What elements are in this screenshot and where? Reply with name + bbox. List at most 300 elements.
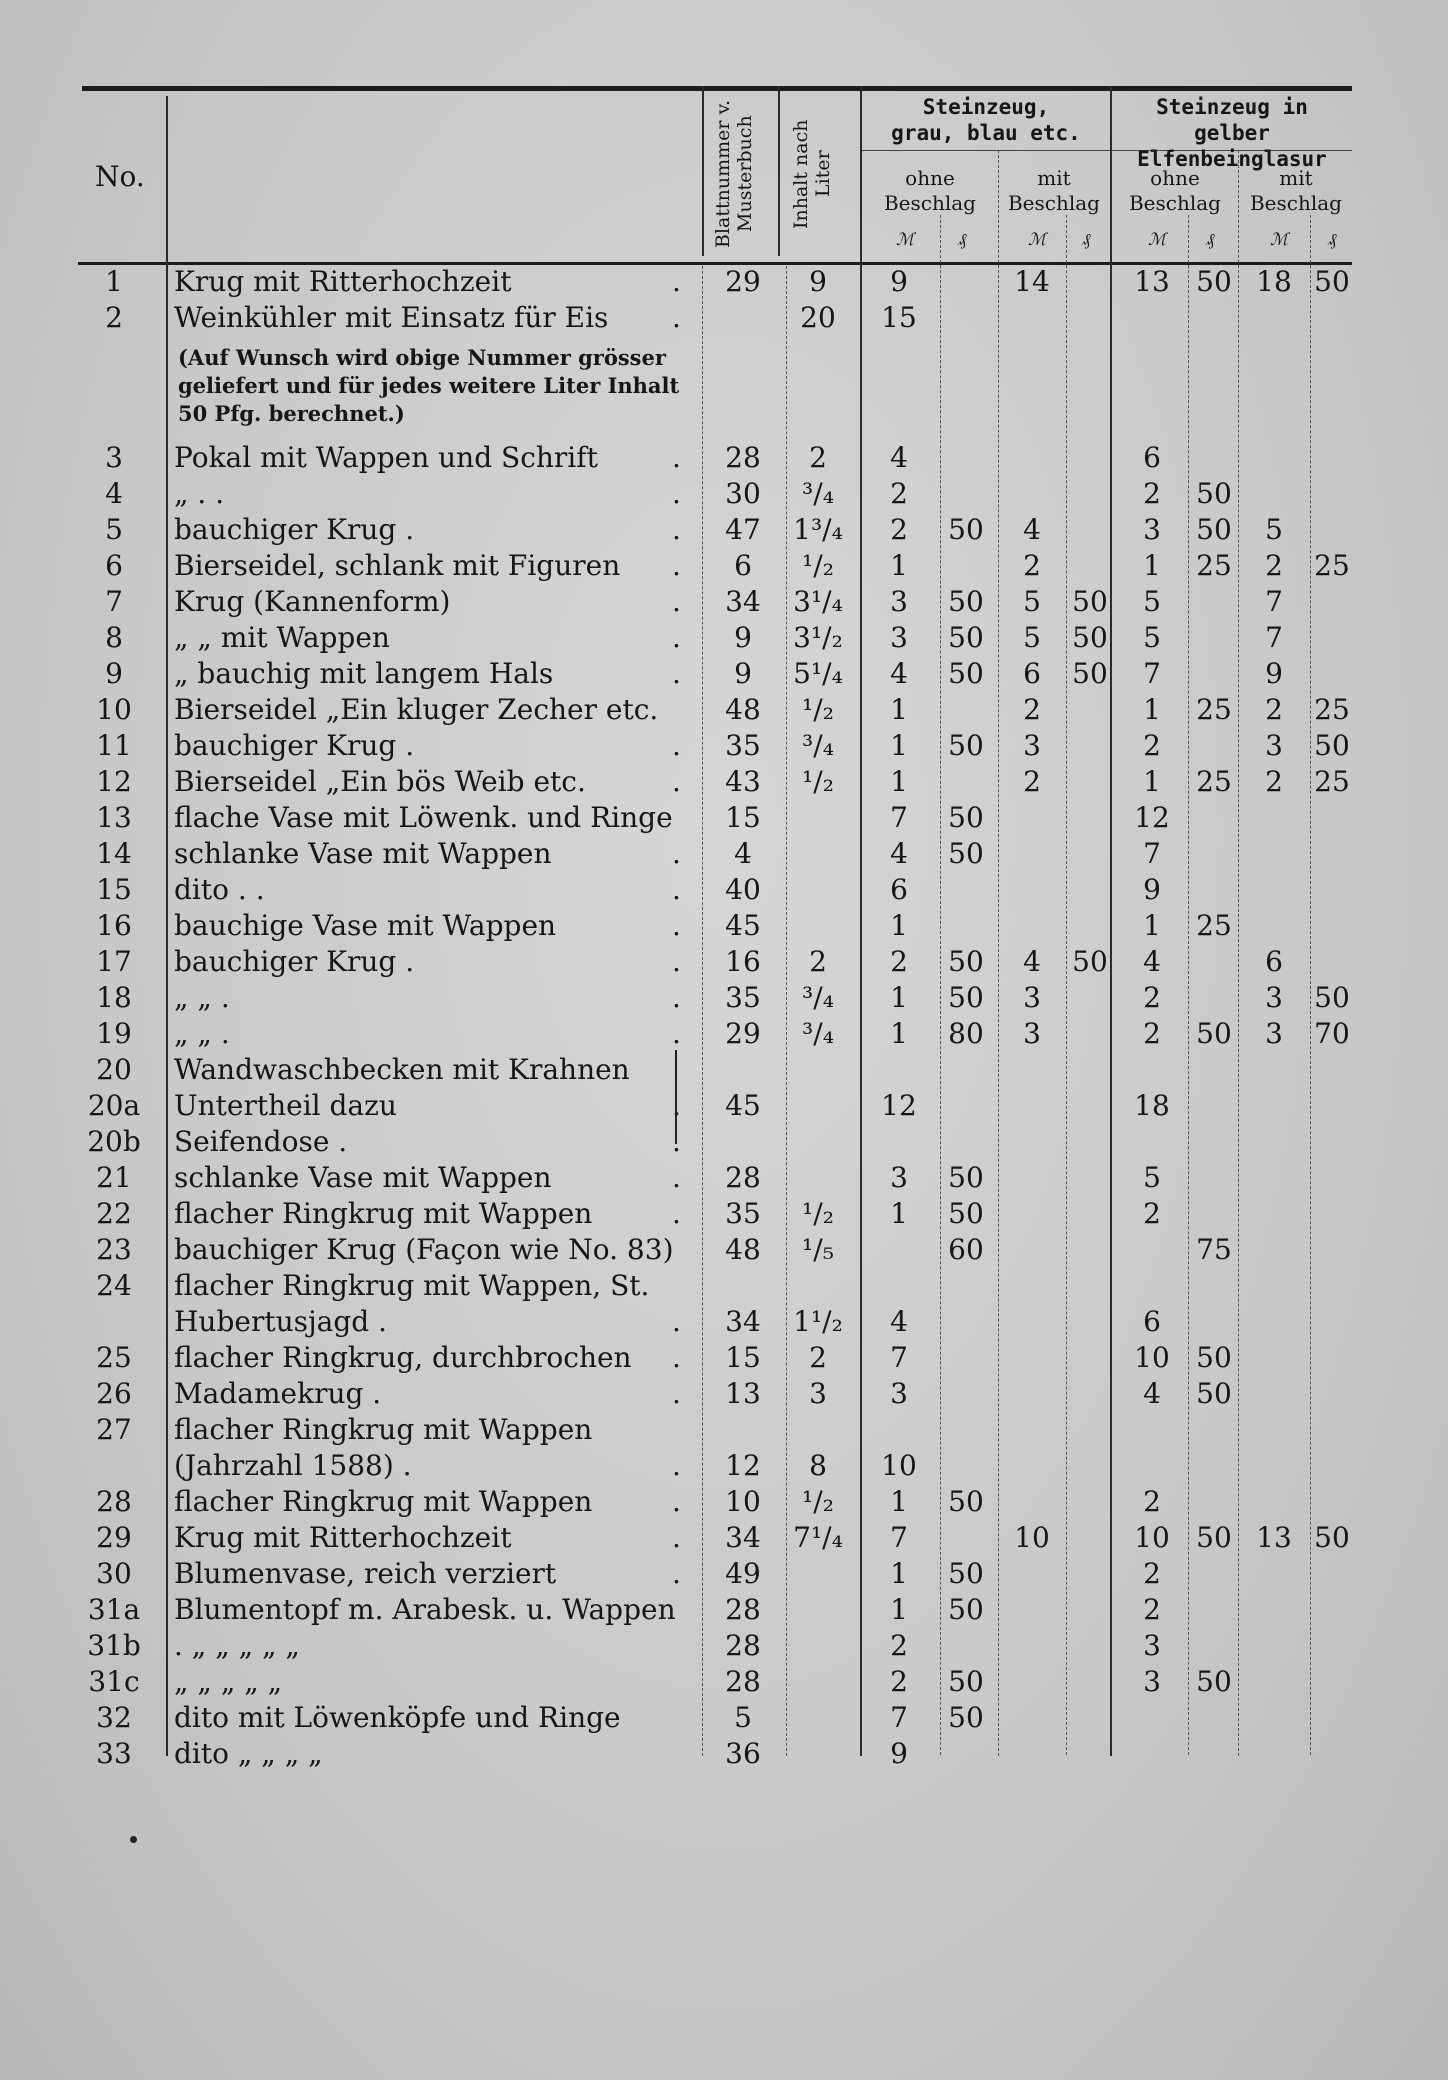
row-price-3-mark: 12 xyxy=(1134,801,1170,834)
header-mark-4: ℳ xyxy=(1270,230,1289,250)
row-price-3-mark: 10 xyxy=(1134,1521,1170,1554)
row-price-1-pf: 50 xyxy=(948,1161,984,1194)
row-price-3-mark: 5 xyxy=(1143,1161,1161,1194)
row-description: flacher Ringkrug mit Wappen xyxy=(174,1413,593,1446)
header-ohne-2-b: Beschlag xyxy=(1128,191,1221,215)
row-blatt: 34 xyxy=(725,585,761,618)
row-price-2-pf: 50 xyxy=(1072,657,1108,690)
row-blatt: 35 xyxy=(725,1197,761,1230)
row-leader: . xyxy=(672,1521,681,1554)
row-liter: ³/₄ xyxy=(802,1017,834,1050)
row-price-3-mark: 2 xyxy=(1143,981,1161,1014)
table-row xyxy=(0,1376,1448,1412)
row-price-3-mark: 2 xyxy=(1143,729,1161,762)
row-number: 11 xyxy=(96,729,132,762)
row-number: 20b xyxy=(87,1125,141,1158)
table-row xyxy=(0,1196,1448,1232)
header-blatt: Blattnummer v. Musterbuch xyxy=(712,99,756,249)
row-price-2-mark: 4 xyxy=(1023,513,1041,546)
row-price-4-pf: 25 xyxy=(1314,693,1350,726)
row-price-1-mark: 6 xyxy=(890,873,908,906)
row-blatt: 35 xyxy=(725,729,761,762)
row-description: bauchiger Krug . xyxy=(174,729,415,762)
row-price-1-mark: 9 xyxy=(890,265,908,298)
row-price-3-pf: 50 xyxy=(1196,1665,1232,1698)
row-number: 21 xyxy=(96,1161,132,1194)
row-price-3-mark: 1 xyxy=(1143,549,1161,582)
row-leader: . xyxy=(672,873,681,906)
header-group2 xyxy=(1112,94,1352,172)
row-price-1-mark: 2 xyxy=(890,477,908,510)
row-price-1-mark: 1 xyxy=(890,1557,908,1590)
row-price-1-mark: 1 xyxy=(890,1197,908,1230)
row-price-3-mark: 4 xyxy=(1143,945,1161,978)
row-price-1-mark: 3 xyxy=(890,1377,908,1410)
row-price-4-mark: 7 xyxy=(1265,585,1283,618)
header-group1-line1: Steinzeug, xyxy=(922,95,1050,119)
row-price-3-mark: 2 xyxy=(1143,1557,1161,1590)
row-liter: 2 xyxy=(809,945,827,978)
row-description: „ bauchig mit langem Hals xyxy=(174,657,554,690)
row-leader: . xyxy=(672,1089,681,1122)
row-blatt: 12 xyxy=(725,1449,761,1482)
column-line-liter-head xyxy=(778,86,780,256)
row-price-1-pf: 50 xyxy=(948,1593,984,1626)
row-leader: . xyxy=(672,301,681,334)
row-price-1-mark: 2 xyxy=(890,1629,908,1662)
row-liter: ¹/₂ xyxy=(802,1485,834,1518)
row-liter: 5¹/₄ xyxy=(793,657,843,690)
row-description: Krug mit Ritterhochzeit xyxy=(174,1521,512,1554)
row-liter: ³/₄ xyxy=(802,477,834,510)
header-group1-line2: grau, blau etc. xyxy=(891,121,1081,145)
table-row xyxy=(0,1124,1448,1160)
row-description: Hubertusjagd . xyxy=(174,1305,388,1338)
row-description: (Jahrzahl 1588) . xyxy=(174,1449,412,1482)
table-row xyxy=(0,728,1448,764)
row-price-1-mark: 4 xyxy=(890,441,908,474)
row-number: 12 xyxy=(96,765,132,798)
row-price-3-pf: 75 xyxy=(1196,1233,1232,1266)
table-row xyxy=(0,1232,1448,1268)
table-row xyxy=(0,620,1448,656)
row-price-4-mark: 7 xyxy=(1265,621,1283,654)
row-leader: . xyxy=(672,981,681,1014)
row-price-1-pf: 50 xyxy=(948,621,984,654)
table-row xyxy=(0,800,1448,836)
row-price-3-pf: 50 xyxy=(1196,1521,1232,1554)
row-price-1-pf: 80 xyxy=(948,1017,984,1050)
row-number: 26 xyxy=(96,1377,132,1410)
row-leader: . xyxy=(672,837,681,870)
ink-dot xyxy=(130,1836,137,1843)
row-price-4-pf: 25 xyxy=(1314,549,1350,582)
row-description: Blumentopf m. Arabesk. u. Wappen xyxy=(174,1593,676,1626)
table-row xyxy=(0,1088,1448,1124)
header-group2-line2: Elfenbeinglasur xyxy=(1137,147,1327,171)
table-row xyxy=(0,1556,1448,1592)
row-description: flacher Ringkrug mit Wappen, St. xyxy=(174,1269,650,1302)
row-price-1-mark: 15 xyxy=(881,301,917,334)
row-price-3-mark: 18 xyxy=(1134,1089,1170,1122)
row-blatt: 28 xyxy=(725,441,761,474)
row-price-4-mark: 2 xyxy=(1265,549,1283,582)
row-description: dito . . xyxy=(174,873,265,906)
row-liter: 1¹/₂ xyxy=(793,1305,843,1338)
row-price-3-mark: 7 xyxy=(1143,657,1161,690)
row-blatt: 4 xyxy=(734,837,752,870)
row-blatt: 9 xyxy=(734,621,752,654)
row-number: 31a xyxy=(87,1593,141,1626)
row-price-1-mark: 7 xyxy=(890,1341,908,1374)
row-number: 8 xyxy=(105,621,123,654)
header-mit-1-b: Beschlag xyxy=(1007,191,1100,215)
row-price-2-mark: 2 xyxy=(1023,693,1041,726)
row-price-2-pf: 50 xyxy=(1072,585,1108,618)
row-number: 29 xyxy=(96,1521,132,1554)
row-price-4-mark: 9 xyxy=(1265,657,1283,690)
row-number: 28 xyxy=(96,1485,132,1518)
header-ohne-2 xyxy=(1112,166,1238,216)
row-price-4-mark: 5 xyxy=(1265,513,1283,546)
header-pf-2: ₰ xyxy=(1082,230,1091,250)
table-row xyxy=(0,908,1448,944)
row-price-4-mark: 3 xyxy=(1265,1017,1283,1050)
row-description: „ „ mit Wappen xyxy=(174,621,390,654)
row-description: Weinkühler mit Einsatz für Eis xyxy=(174,301,609,334)
table-row xyxy=(0,980,1448,1016)
row-price-1-pf: 50 xyxy=(948,657,984,690)
row-price-2-mark: 10 xyxy=(1014,1521,1050,1554)
row-number: 31b xyxy=(87,1629,141,1662)
row-price-1-mark: 1 xyxy=(890,1017,908,1050)
row-blatt: 15 xyxy=(725,1341,761,1374)
row-number: 9 xyxy=(105,657,123,690)
row-liter: 3¹/₄ xyxy=(793,585,843,618)
row-price-2-mark: 3 xyxy=(1023,729,1041,762)
row-number: 18 xyxy=(96,981,132,1014)
header-mark-2: ℳ xyxy=(1028,230,1047,250)
row-price-4-pf: 70 xyxy=(1314,1017,1350,1050)
row-blatt: 47 xyxy=(725,513,761,546)
row-price-1-mark: 7 xyxy=(890,1701,908,1734)
row-price-3-mark: 1 xyxy=(1143,693,1161,726)
row-price-1-pf: 50 xyxy=(948,729,984,762)
row-blatt: 29 xyxy=(725,1017,761,1050)
table-row xyxy=(0,584,1448,620)
row-price-4-pf: 50 xyxy=(1314,265,1350,298)
row-description: flache Vase mit Löwenk. und Ringe xyxy=(174,801,673,834)
row-price-1-mark: 1 xyxy=(890,693,908,726)
row-number: 33 xyxy=(96,1737,132,1770)
row-liter: ¹/₂ xyxy=(802,1197,834,1230)
row-number: 19 xyxy=(96,1017,132,1050)
row-price-4-pf: 50 xyxy=(1314,1521,1350,1554)
row-leader: . xyxy=(672,1161,681,1194)
row-number: 13 xyxy=(96,801,132,834)
row-price-1-pf: 60 xyxy=(948,1233,984,1266)
row-leader: . xyxy=(672,477,681,510)
row-price-1-mark: 2 xyxy=(890,1665,908,1698)
row-leader: . xyxy=(672,945,681,978)
header-pf-4: ₰ xyxy=(1328,230,1337,250)
header-group1 xyxy=(862,94,1110,146)
row-blatt: 49 xyxy=(725,1557,761,1590)
table-row xyxy=(0,440,1448,476)
row-liter: 2 xyxy=(809,1341,827,1374)
row-liter: 20 xyxy=(800,301,836,334)
row-description: Seifendose . xyxy=(174,1125,348,1158)
row-price-1-mark: 3 xyxy=(890,585,908,618)
row-description: Madamekrug . xyxy=(174,1377,382,1410)
row-leader: . xyxy=(672,1485,681,1518)
table-row xyxy=(0,1736,1448,1772)
top-rule xyxy=(82,86,1352,91)
row-leader: . xyxy=(672,265,681,298)
row-number: 22 xyxy=(96,1197,132,1230)
row-price-1-mark: 1 xyxy=(890,765,908,798)
row-blatt: 45 xyxy=(725,1089,761,1122)
header-mit-2-b: Beschlag xyxy=(1249,191,1342,215)
row-leader: . xyxy=(672,1125,681,1158)
row-price-2-mark: 4 xyxy=(1023,945,1041,978)
row-description: „ . . xyxy=(174,477,225,510)
row-blatt: 35 xyxy=(725,981,761,1014)
column-line-blatt-head xyxy=(702,86,704,256)
row-leader: . xyxy=(672,549,681,582)
header-group2-line1: Steinzeug in gelber xyxy=(1156,95,1308,145)
table-row xyxy=(0,1448,1448,1484)
row-leader: . xyxy=(672,513,681,546)
table-row xyxy=(0,1520,1448,1556)
row-price-2-mark: 14 xyxy=(1014,265,1050,298)
row-blatt: 40 xyxy=(725,873,761,906)
row-description: bauchiger Krug (Façon wie No. 83) xyxy=(174,1233,674,1266)
table-row xyxy=(0,764,1448,800)
note-text: (Auf Wunsch wird obige Nummer grösser geliefert und für jedes weitere Liter Inhalt 50 Pfg. berechnet.) xyxy=(178,345,680,426)
header-pf-1: ₰ xyxy=(958,230,967,250)
table-row xyxy=(0,1700,1448,1736)
row-price-1-mark: 3 xyxy=(890,1161,908,1194)
row-price-1-pf: 50 xyxy=(948,837,984,870)
row-description: „ „ . xyxy=(174,1017,230,1050)
row-description: schlanke Vase mit Wappen xyxy=(174,1161,552,1194)
row-price-1-pf: 50 xyxy=(948,513,984,546)
row-price-1-mark: 4 xyxy=(890,837,908,870)
row-blatt: 34 xyxy=(725,1521,761,1554)
row-price-2-mark: 6 xyxy=(1023,657,1041,690)
row-blatt: 28 xyxy=(725,1665,761,1698)
row-description: „ „ „ „ „ xyxy=(174,1665,283,1698)
table-row xyxy=(0,264,1448,300)
row-leader: . xyxy=(672,729,681,762)
row-price-3-pf: 50 xyxy=(1196,1377,1232,1410)
header-ohne-1-b: Beschlag xyxy=(883,191,976,215)
row-price-1-pf: 50 xyxy=(948,801,984,834)
row-blatt: 16 xyxy=(725,945,761,978)
row-price-1-mark: 12 xyxy=(881,1089,917,1122)
row-liter: 2 xyxy=(809,441,827,474)
row-price-4-mark: 18 xyxy=(1256,265,1292,298)
row-price-1-mark: 4 xyxy=(890,1305,908,1338)
row-description: Pokal mit Wappen und Schrift xyxy=(174,441,598,474)
row-description: flacher Ringkrug, durchbrochen xyxy=(174,1341,632,1374)
row-price-1-pf: 50 xyxy=(948,981,984,1014)
row-liter: 3¹/₂ xyxy=(793,621,843,654)
row-price-3-pf: 50 xyxy=(1196,513,1232,546)
row-blatt: 36 xyxy=(725,1737,761,1770)
table-row xyxy=(0,1484,1448,1520)
row-description: schlanke Vase mit Wappen xyxy=(174,837,552,870)
row-price-3-mark: 5 xyxy=(1143,585,1161,618)
row-number: 17 xyxy=(96,945,132,978)
row-blatt: 9 xyxy=(734,657,752,690)
row-number: 20a xyxy=(87,1089,141,1122)
row-price-4-mark: 3 xyxy=(1265,729,1283,762)
row-price-3-mark: 3 xyxy=(1143,1629,1161,1662)
row-leader: . xyxy=(672,1377,681,1410)
header-mark-1: ℳ xyxy=(896,230,915,250)
row-price-3-pf: 50 xyxy=(1196,477,1232,510)
row-number: 3 xyxy=(105,441,123,474)
row-price-2-mark: 3 xyxy=(1023,981,1041,1014)
row-number: 24 xyxy=(96,1269,132,1302)
row-price-2-pf: 50 xyxy=(1072,621,1108,654)
row-description: dito mit Löwenköpfe und Ringe xyxy=(174,1701,621,1734)
row-price-4-mark: 2 xyxy=(1265,765,1283,798)
row-price-1-mark: 1 xyxy=(890,729,908,762)
row-price-1-mark: 3 xyxy=(890,621,908,654)
row-description: bauchiger Krug . xyxy=(174,513,415,546)
table-row xyxy=(0,656,1448,692)
table-row xyxy=(0,872,1448,908)
row-price-3-mark: 5 xyxy=(1143,621,1161,654)
row-blatt: 28 xyxy=(725,1593,761,1626)
row-price-2-mark: 2 xyxy=(1023,765,1041,798)
row-price-3-mark: 13 xyxy=(1134,265,1170,298)
row-price-3-pf: 50 xyxy=(1196,265,1232,298)
row-price-1-mark: 1 xyxy=(890,981,908,1014)
table-row xyxy=(0,1592,1448,1628)
header-inhalt: Inhalt nach Liter xyxy=(790,119,834,229)
row-price-4-mark: 2 xyxy=(1265,693,1283,726)
row-number: 16 xyxy=(96,909,132,942)
row-blatt: 48 xyxy=(725,693,761,726)
header-mit-1 xyxy=(998,166,1110,216)
row-price-4-pf: 25 xyxy=(1314,765,1350,798)
row-price-1-pf: 50 xyxy=(948,585,984,618)
row-price-1-mark: 2 xyxy=(890,513,908,546)
row-blatt: 28 xyxy=(725,1629,761,1662)
row-price-2-pf: 50 xyxy=(1072,945,1108,978)
row-price-3-mark: 3 xyxy=(1143,1665,1161,1698)
row-description: bauchiger Krug . xyxy=(174,945,415,978)
table-row xyxy=(0,1016,1448,1052)
row-number: 32 xyxy=(96,1701,132,1734)
row-description: dito „ „ „ „ xyxy=(174,1737,323,1770)
row-leader: . xyxy=(672,585,681,618)
row-description: Bierseidel „Ein kluger Zecher etc. xyxy=(174,693,659,726)
row-price-3-pf: 25 xyxy=(1196,765,1232,798)
row-price-3-mark: 7 xyxy=(1143,837,1161,870)
row-number: 7 xyxy=(105,585,123,618)
row-price-1-mark: 7 xyxy=(890,1521,908,1554)
row-price-3-pf: 50 xyxy=(1196,1341,1232,1374)
row-liter: ¹/₂ xyxy=(802,549,834,582)
row-blatt: 28 xyxy=(725,1161,761,1194)
row-number: 2 xyxy=(105,301,123,334)
row-liter: ¹/₂ xyxy=(802,693,834,726)
table-row xyxy=(0,1268,1448,1304)
table-row xyxy=(0,944,1448,980)
header-ohne-1 xyxy=(862,166,998,216)
row-description: . „ „ „ „ „ xyxy=(174,1629,300,1662)
row-blatt: 34 xyxy=(725,1305,761,1338)
row-price-1-mark: 10 xyxy=(881,1449,917,1482)
row-price-4-mark: 3 xyxy=(1265,981,1283,1014)
header-mit-2 xyxy=(1238,166,1354,216)
row-number: 27 xyxy=(96,1413,132,1446)
table-row xyxy=(0,1628,1448,1664)
table-row xyxy=(0,300,1448,336)
row-blatt: 10 xyxy=(725,1485,761,1518)
row-blatt: 30 xyxy=(725,477,761,510)
row-price-1-mark: 2 xyxy=(890,945,908,978)
row-description: bauchige Vase mit Wappen xyxy=(174,909,557,942)
row-number: 10 xyxy=(96,693,132,726)
row-price-1-pf: 50 xyxy=(948,1485,984,1518)
header-ohne-1-a: ohne xyxy=(905,166,955,190)
row-number: 1 xyxy=(105,265,123,298)
row-leader: . xyxy=(672,1449,681,1482)
row-price-3-mark: 2 xyxy=(1143,477,1161,510)
table-row xyxy=(0,1340,1448,1376)
row-description: Krug mit Ritterhochzeit xyxy=(174,265,512,298)
table-row xyxy=(0,512,1448,548)
row-description: flacher Ringkrug mit Wappen xyxy=(174,1197,593,1230)
row-price-1-pf: 50 xyxy=(948,1557,984,1590)
row-price-1-pf: 50 xyxy=(948,945,984,978)
header-no: No. xyxy=(95,160,145,193)
row-blatt: 48 xyxy=(725,1233,761,1266)
row-price-2-mark: 5 xyxy=(1023,585,1041,618)
table-row xyxy=(0,1412,1448,1448)
row-number: 23 xyxy=(96,1233,132,1266)
row-number: 25 xyxy=(96,1341,132,1374)
row-liter: 9 xyxy=(809,265,827,298)
row-description: Krug (Kannenform) xyxy=(174,585,451,618)
row-blatt: 13 xyxy=(725,1377,761,1410)
row-number: 4 xyxy=(105,477,123,510)
row-description: Wandwaschbecken mit Krahnen xyxy=(174,1053,630,1086)
row-price-4-mark: 6 xyxy=(1265,945,1283,978)
table-row xyxy=(0,1160,1448,1196)
row-description: flacher Ringkrug mit Wappen xyxy=(174,1485,593,1518)
row-price-1-mark: 7 xyxy=(890,801,908,834)
row-number: 30 xyxy=(96,1557,132,1590)
row-price-3-mark: 2 xyxy=(1143,1197,1161,1230)
row-blatt: 43 xyxy=(725,765,761,798)
row-leader: . xyxy=(672,621,681,654)
row-liter: 1³/₄ xyxy=(793,513,843,546)
row-price-1-mark: 1 xyxy=(890,549,908,582)
row-description: „ „ . xyxy=(174,981,230,1014)
row-price-4-mark: 13 xyxy=(1256,1521,1292,1554)
header-pf-3: ₰ xyxy=(1206,230,1215,250)
row-price-1-mark: 1 xyxy=(890,1485,908,1518)
table-row xyxy=(0,548,1448,584)
row-price-1-pf: 50 xyxy=(948,1701,984,1734)
